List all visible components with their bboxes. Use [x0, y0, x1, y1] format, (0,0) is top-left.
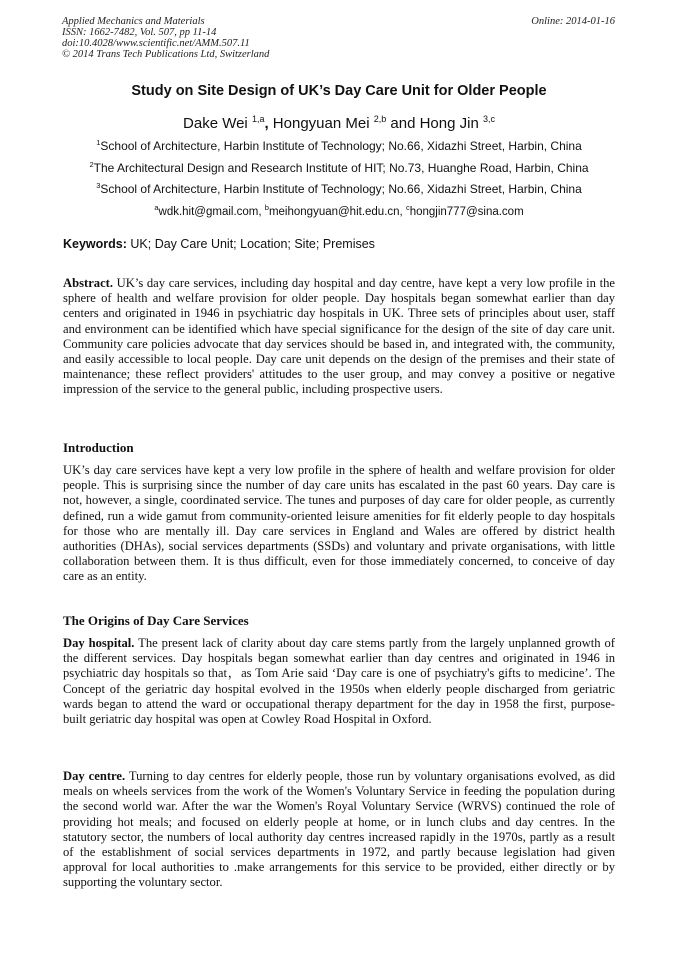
abstract — [63, 276, 615, 398]
author-separator: , — [264, 115, 273, 132]
online-date: Online: 2014-01-16 — [531, 16, 615, 27]
day-centre-text: Turning to day centres for elderly people, those run by voluntary organisations evolved, as did meals on wheels services from the work of the Women's Voluntary Service in feeding the population during the second world war. After the war the Women's Royal Voluntary Service (WRVS) continued the role of providing hot meals; and focused on elderly people at home, or in lunch clubs and day centres. In the statutory sector, the numbers of local authority day centres increased rapidly in the 1970s, partly as a result of the establishment of social services departments in 1972, and partly because legislation had given approval for local authorities to .make arrangements for this service to be provided, either directly or by supporting the voluntary sector. — [63, 769, 615, 890]
affiliation-number: 2 — [89, 160, 94, 169]
affiliation — [0, 138, 678, 153]
keywords-label: Keywords: — [63, 237, 127, 251]
journal-name: Applied Mechanics and Materials — [62, 16, 205, 27]
day-centre-label: Day centre. — [63, 769, 126, 783]
affiliation-text: The Architectural Design and Research Institute of HIT; No.73, Huanghe Road, Harbin, China — [93, 161, 589, 175]
author-list — [0, 114, 678, 132]
affiliation-text: School of Architecture, Harbin Institute of Technology; No.66, Xidazhi Street, Harbin, China — [100, 182, 582, 196]
issn-line: ISSN: 1662-7482, Vol. 507, pp 11-14 — [62, 27, 217, 38]
email-address[interactable]: meihongyuan@hit.edu.cn — [268, 205, 400, 218]
keywords-text: UK; Day Care Unit; Location; Site; Premises — [126, 237, 375, 251]
affiliation-number: 3 — [96, 181, 101, 190]
copyright-line: © 2014 Trans Tech Publications Ltd, Switzerland — [62, 49, 270, 60]
introduction-heading: Introduction — [63, 440, 134, 455]
author-affiliation-mark: 1,a — [251, 114, 265, 124]
email-separator: , — [258, 205, 265, 218]
affiliation-text: School of Architecture, Harbin Institute of Technology; No.66, Xidazhi Street, Harbin, China — [100, 139, 582, 153]
affiliation — [0, 181, 678, 196]
email-address[interactable]: wdk.hit@gmail.com — [158, 205, 259, 218]
author-conjunction: and — [386, 115, 420, 132]
paper-title: Study on Site Design of UK’s Day Care Unit for Older People — [131, 83, 547, 99]
email-list — [0, 203, 678, 218]
affiliation-number: 1 — [96, 138, 101, 147]
email-mark: a — [154, 203, 159, 212]
author-name: Dake Wei — [183, 115, 248, 132]
author-affiliation-mark: 3,c — [482, 114, 495, 124]
day-hospital-text: The present lack of clarity about day care stems partly from the largely unplanned growth of the different services. Day hospitals began somewhat earlier than day centres and originated in 1946 in psychiatric day hospitals so that，as Tom Arie said ‘Day care is one of psychiatry's gifts to medicine’. The Concept of the geriatric day hospital evolved in the 1950s when elderly people discharged from geriatric wards began to attend the ward or occupational therapy department for the day in 1958 the first, purpose-built geriatric day hospital was open at Cowley Road Hospital in Oxford. — [63, 636, 615, 727]
email-mark: c — [405, 203, 410, 212]
journal-header — [62, 16, 269, 60]
email-mark: b — [264, 203, 269, 212]
introduction-text: UK’s day care services have kept a very low profile in the sphere of health and welfare provision for older people. This is surprising since the number of day care units has escalated in the past 60 years. Day care is not, however, a single, coordinated service. The tunes and purposes of day care for older people, as currently defined, run a wide gamut from community-oriented leisure amenities for fit elderly people to day hospitals for those who are mentally ill. Day care services in England and Wales are offered by district health authorities (DHAs), social services departments (SSDs) and voluntary and private organisations, with little collaboration between them. It is thus difficult, even for those immediately concerned, to conceive of day care as an entity. — [63, 463, 615, 584]
author-affiliation-mark: 2,b — [373, 114, 387, 124]
origins-heading: The Origins of Day Care Services — [63, 613, 249, 628]
day-centre-paragraph — [63, 769, 615, 891]
doi-line: doi:10.4028/www.scientific.net/AMM.507.11 — [62, 38, 250, 49]
keywords — [63, 237, 375, 251]
author-name: Hongyuan Mei — [272, 115, 370, 132]
email-address[interactable]: hongjin777@sina.com — [409, 205, 524, 218]
affiliation — [0, 160, 678, 175]
abstract-text: UK’s day care services, including day hospital and day centre, have kept a very low profile in the sphere of health and welfare provision for older people. Day hospitals began somewhat earlier than day centers and originated in 1946 in psychiatric day hospitals in UK. Three sets of principles about user, staff and environment can be identified which have special significance for the design of the site of day care unit. Community care policies advocate that day services should be based in, and integrated with, the community, and easily accessible to local people. Day care unit depends on the design of the premises and their state of maintenance; these reflect providers' attitudes to the user group, and may convey a positive or negative impression of the service to the general public, including prospective users. — [63, 276, 615, 397]
day-hospital-paragraph — [63, 636, 615, 727]
email-separator: , — [399, 205, 406, 218]
author-name: Hong Jin — [419, 115, 479, 132]
abstract-label: Abstract. — [63, 276, 114, 290]
day-hospital-label: Day hospital. — [63, 636, 135, 650]
